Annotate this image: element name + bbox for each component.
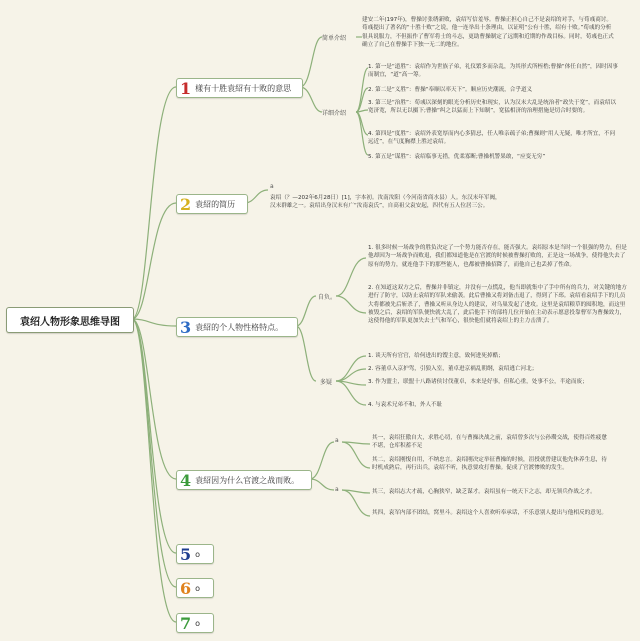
branch-1-label: 樣有十胜袁紹有十败的意思 (195, 83, 292, 93)
branch-6-number: 6 (180, 578, 192, 598)
branch-3-label: 袁紹的个人物性格特点。 (195, 322, 284, 332)
b4-reason-4: 其四，袁军内部不团结，窝里斗。袁绍这个人喜欢听奉承话，不乐意别人提出与他相反的意见。 (372, 510, 607, 516)
b1-detail-2: 2. 第二是“义胜”：曹操“奉顺以率天下”。顺应历史潮流，合乎道义 (368, 87, 533, 93)
branch-5[interactable] (176, 544, 214, 564)
root-title: 袁绍人物形象思维导图 (20, 316, 120, 328)
root-topic[interactable] (6, 307, 134, 333)
branch-7-label: o (195, 618, 201, 628)
b4-reason-3: 其三，袁绍志大才疏，心胸狭窄，缺乏谋才。袁绍虽有一统天下之志，却无领兵作战之才。 (372, 489, 596, 495)
b1-detail-label: 详细介绍 (322, 110, 347, 117)
b3-yiyi-item-1: 1. 谈天所有官官，给何进出的馊主意，致何进死掉酷； (368, 353, 504, 359)
branch-2-label: 袁紹的简历 (195, 199, 236, 209)
branch-2-number: 2 (180, 194, 192, 214)
branch-6-label: o (195, 583, 201, 593)
branch-3[interactable] (176, 317, 298, 337)
b1-detail-4: 4. 第四是“度胜”：袁绍外表宽厚而内心多猜忌，任人唯亲疏子弟;曹操则“用人无疑，唯才所宜，不问远近”，在气度胸襟上胜过袁绍。 (368, 131, 616, 146)
b2-a-mark: a (270, 183, 274, 190)
branch-7-number: 7 (180, 613, 192, 633)
branch-1[interactable] (176, 78, 303, 98)
b3-zifu-item-2: 2. 在知道这双方之后，曹操并非镇定，并没有一点慌乱，他当即就集中了手中所有的兵力，对关键的地方进行了防守，以防止袁绍的军队来偷袭。此后曹操又将刘备击退了，得到了下邳。袁绍看袁绍手下的几员大将都被先后斩杀了，曹操又听从身边人的建议，对乌巢发起了进攻。这里是袁绍粮草的囤积地，而这里被毁之后，袁绍的军队便快就大乱了，此后他手下的部将几位开始在主动表示愿意投靠曹军为曹操效力，这使得他的军队更加失去士气和军心，很快他们就将袁绍上的主力击溃了。 (368, 285, 627, 325)
b1-intro-text: 建安二年(197年)，曹操讨张绣新败，袁绍写信羞辱。曹操正担心自己不是袁绍的对手，与荀彧商讨。荀彧提出了著名的“十胜十败”之说，他一连举出十条理由，以证明“公有十胜，绍有十败。”荀彧的分析很具说服力，不但振作了曹军将士的斗志，更助曹操制定了远期和近期的作战目标。同时，荀彧也正式确立了自己在曹操手下独一无二的地位。 (362, 17, 614, 48)
branch-5-label: o (195, 549, 201, 559)
b3-yiyi-item-2: 2. 容董卓入京护驾，引狼入室，董卓进京祸乱朝纲，袁绍逃亡河北； (368, 366, 538, 372)
b2-text: 袁绍（？—202年6月28日）[1]，字本初。汝南汝阳（今河南省商水县）人。东汉末年军阀，汉末群雄之一。袁绍出身汉末有广“汝南袁氏”，自高祖父袁安起，四代有五人位居三公。 (270, 195, 501, 210)
branch-7[interactable] (176, 613, 214, 633)
b1-detail-1: 1. 第一是“道胜”：袁绍作为世族子弟，礼仪繁多而杂乱，为其形式所桎梏;曹操“体任自然”，因时因事而制宜，“道”高一筹。 (368, 64, 618, 79)
branch-1-number: 1 (180, 78, 192, 98)
b4-reason-2: 其二，袁绍刚愎自用，不纳忠言。袁绍刚决定举征曹操的时候，沮授就曾建议他先休养生息，待时机成熟后，再行出兵，袁绍不听，执意要攻打曹操。促成了官渡惨败的发生。 (372, 457, 607, 472)
branch-4[interactable] (176, 470, 312, 490)
b3-yiyi-item-4: 4. 与袁术兄弟不和，外人不耻 (368, 402, 443, 408)
branch-5-number: 5 (180, 544, 192, 564)
b1-intro-label: 简单介绍 (322, 35, 347, 42)
b3-yiyi-item-3: 3. 作为盟主，联盟十八路诸侯讨伐董卓，本来是好事，但私心重，处事不公，半途而废； (368, 379, 588, 385)
branch-6[interactable] (176, 578, 214, 598)
b3-zifu-item-1: 1. 很多时候一场战争的胜负决定了一个势力能否存在，能否强大。袁绍原本是当时一个很强的势力，但是他却因为一场战争而败退，我们都知道他是在官渡的时候被曹操打败的，正是这一场战争，使得他失去了原有的势力，就连他手下的那些能人，也都被曹操招降了，而他自己也丢掉了性命。 (368, 245, 627, 268)
b3-yiyi-label: 多疑 (320, 379, 333, 386)
b3-zifu-label: 自负。 (318, 294, 337, 301)
b4-a-mark-1: a (335, 437, 339, 444)
branch-4-number: 4 (180, 470, 192, 490)
branch-2[interactable] (176, 194, 248, 214)
b1-detail-3: 3. 第三是“治胜”：荀彧以深刻的眼光分析历史和现实，认为汉末大乱是统治者“政失于宽”，而袁绍以宽济宽，所以无以摄下;曹操“纠之以猛而上下知制”，宽猛相济的治理措施是切合时要的。 (368, 100, 617, 115)
b4-reason-1: 其一，袁绍狂傲自大，求胜心切，在与曹操决战之前，袁绍曾多次与公孙瓒交战，使得百姓疲惫不堪，仓库积蓄不足 (372, 435, 607, 450)
b4-a-mark-2: a (335, 486, 339, 493)
branch-4-label: 袁紹因为什么官渡之战而败。 (195, 475, 300, 485)
b1-detail-5: 5. 第五是“谋胜”：袁绍临事无措，优柔寡断;曹操机警果敢，“应变无穷” (368, 154, 546, 160)
branch-3-number: 3 (180, 317, 192, 337)
